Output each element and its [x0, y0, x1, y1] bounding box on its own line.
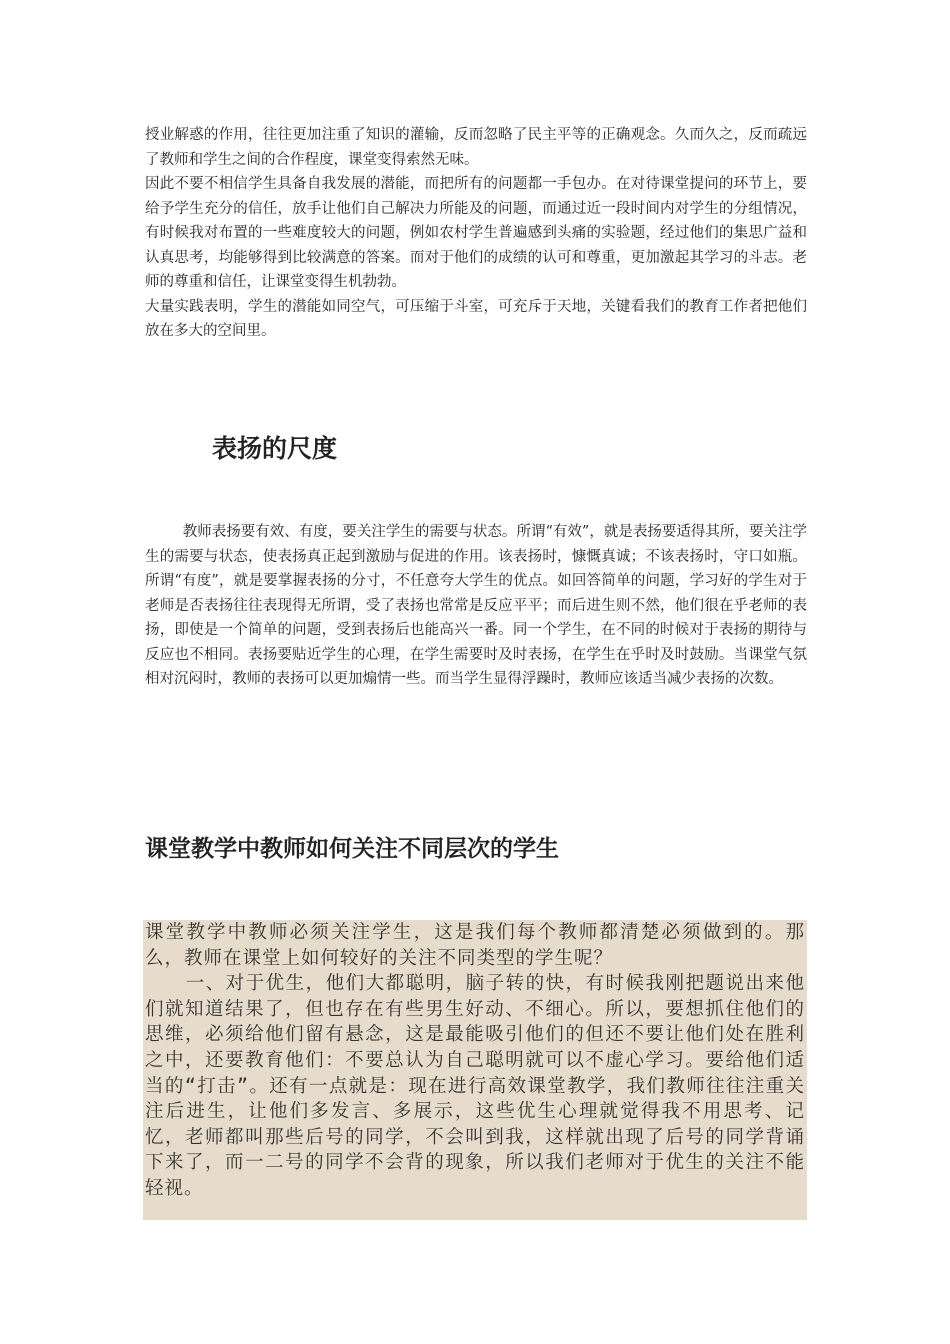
paragraph: 因此不要不相信学生具备自我发展的潜能，而把所有的问题都一手包办。在对待课堂提问的环节上，要给予学生充分的信任，放手让他们自己解决力所能及的问题，而通过近一段时间内对学生的分组情况，有时候我对布置的一些难度较大的问题，例如农村学生普遍感到头痛的实验题，经过他们的集思广益和认真思考，均能够得到比较满意的答案。而对于他们的成绩的认可和尊重，更加激起其学习的斗志。老师的尊重和信任，让课堂变得生机勃勃。 [145, 176, 807, 290]
section-title-student-levels: 课堂教学中教师如何关注不同层次的学生 [145, 836, 559, 862]
section-title-praise: 表扬的尺度 [212, 434, 338, 463]
section-1-text [145, 123, 807, 344]
highlighted-text-block [143, 920, 807, 1220]
paragraph: 一、对于优生，他们大都聪明，脑子转的快，有时候我刚把题说出来他们就知道结果了，但也存在有些男生好动、不细心。所以，要想抓住他们的思维，必须给他们留有悬念，这是最能吸引他们的但还不要让他们处在胜利之中，还要教育他们：不要总认为自己聪明就可以不虚心学习。要给他们适当的“打击”。还有一点就是：现在进行高效课堂教学，我们教师往往注重关注后进生，让他们多发言、多展示，这些优生心理就觉得我不用思考、记忆，老师都叫那些后号的同学，不会叫到我，这样就出现了后号的同学背诵下来了，而一二号的同学不会背的现象，所以我们老师对于优生的关注不能轻视。 [145, 973, 805, 1199]
paragraph: 授业解惑的作用，往往更加注重了知识的灌输，反而忽略了民主平等的正确观念。久而久之，反而疏远了教师和学生之间的合作程度，课堂变得索然无味。 [145, 127, 807, 168]
paragraph: 大量实践表明，学生的潜能如同空气，可压缩于斗室，可充斥于天地，关键看我们的教育工作者把他们放在多大的空间里。 [145, 298, 807, 339]
section-2-text [145, 520, 807, 692]
paragraph: 课堂教学中教师必须关注学生，这是我们每个教师都清楚必须做到的。那么，教师在课堂上如何较好的关注不同类型的学生呢？ [145, 922, 805, 969]
paragraph: 教师表扬要有效、有度，要关注学生的需要与状态。所谓“有效”，就是表扬要适得其所，要关注学生的需要与状态，使表扬真正起到激励与促进的作用。该表扬时，慷慨真诚；不该表扬时，守口如瓶。所谓“有度”，就是要掌握表扬的分寸，不任意夸大学生的优点。如回答简单的问题，学习好的学生对于老师是否表扬往往表现得无所谓，受了表扬也常常是反应平平；而后进生则不然，他们很在乎老师的表扬，即使是一个简单的问题，受到表扬后也能高兴一番。同一个学生，在不同的时候对于表扬的期待与反应也不相同。表扬要贴近学生的心理，在学生需要时及时表扬，在学生在乎时及时鼓励。当课堂气氛相对沉闷时，教师的表扬可以更加煽情一些。而当学生显得浮躁时，教师应该适当减少表扬的次数。 [145, 524, 807, 687]
